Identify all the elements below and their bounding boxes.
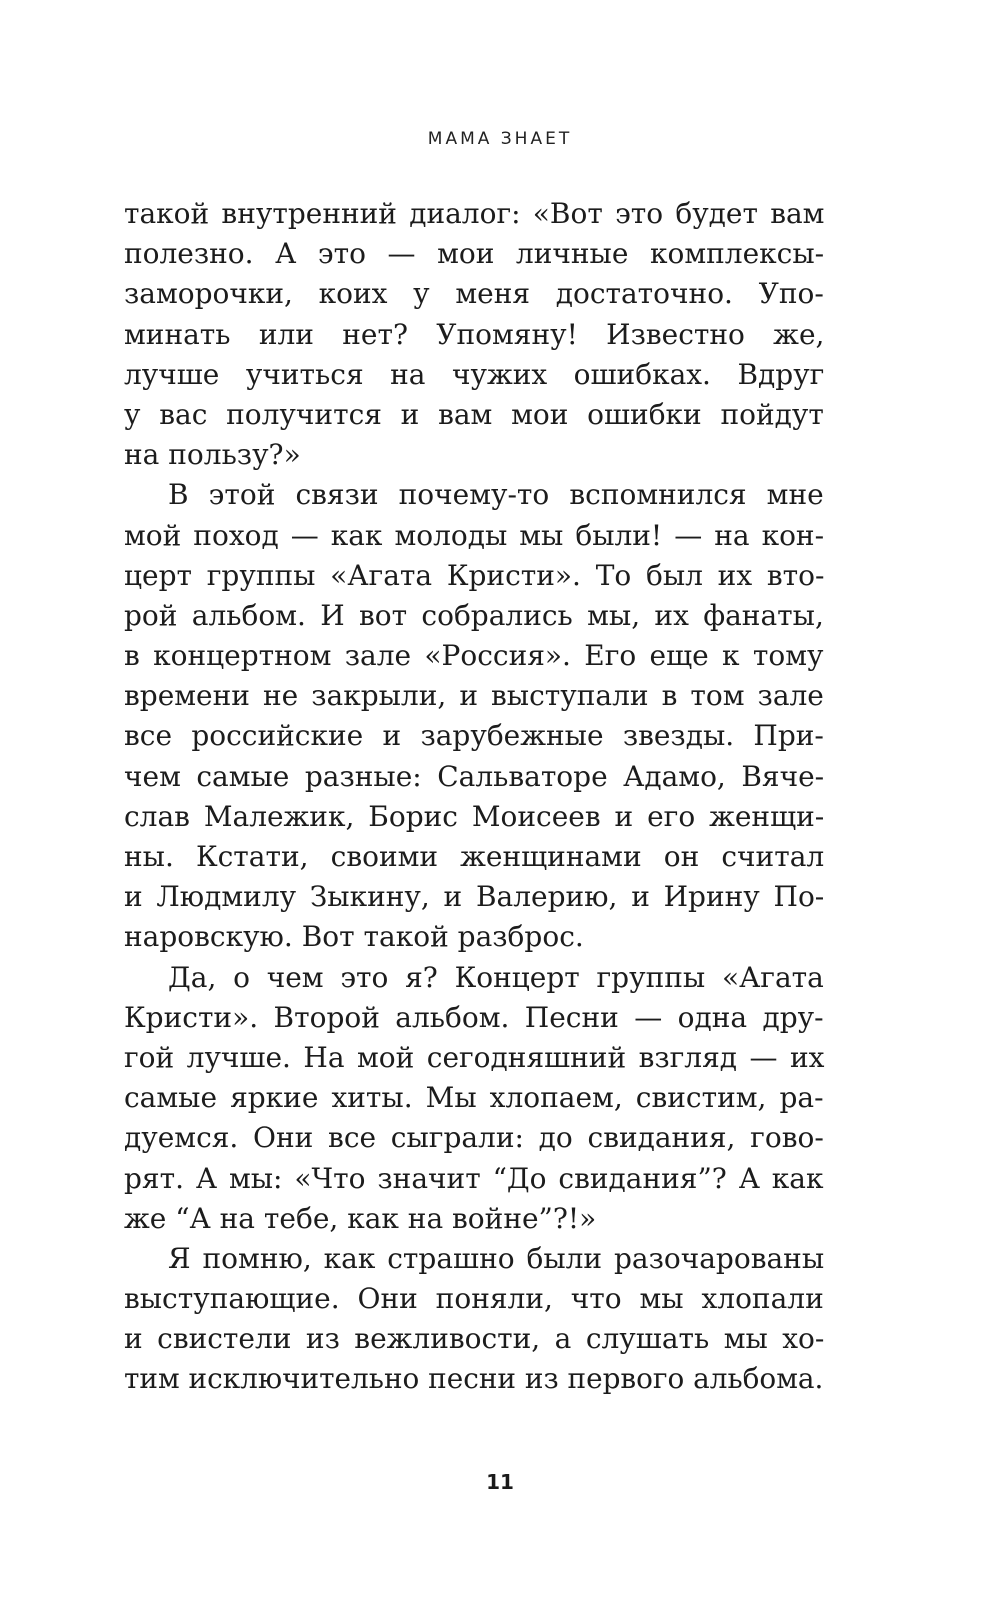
text-line: времени не закрыли, и выступали в том зале: [124, 679, 824, 713]
text-line: ны. Кстати, своими женщинами он считал: [124, 840, 825, 873]
text-line: на пользу?»: [124, 438, 301, 472]
text-line: самые яркие хиты. Мы хлопаем, свистим, ра-: [124, 1081, 824, 1115]
text-line: в концертном зале «Россия». Его еще к тому: [124, 639, 824, 673]
text-line: Кристи». Второй альбом. Песни — одна дру-: [124, 1000, 824, 1034]
body-text: [124, 194, 824, 1400]
text-line: церт группы «Агата Кристи». То был их вто-: [124, 558, 825, 592]
text-line: такой внутренний диалог: «Вот это будет вам: [124, 197, 825, 230]
text-line: слав Малежик, Борис Моисеев и его женщи-: [124, 799, 825, 833]
text-line: и свистели из вежливости, а слушать мы хо-: [124, 1322, 825, 1356]
text-line: наровскую. Вот такой разброс.: [124, 920, 584, 954]
text-line: чем самые разные: Сальваторе Адамо, Вяче-: [124, 759, 825, 793]
text-line: минать или нет? Упомяну! Известно же,: [124, 317, 825, 351]
text-line: полезно. А это — мои личные комплексы-: [124, 237, 825, 271]
text-line: гой лучше. На мой сегодняшний взгляд — их: [124, 1040, 825, 1074]
text-line: рят. А мы: «Что значит “До свидания”? А как: [124, 1161, 824, 1195]
page-number: 11: [486, 1470, 514, 1494]
text-line: рой альбом. И вот собрались мы, их фанаты,: [124, 598, 824, 632]
text-line: у вас получится и вам мои ошибки пойдут: [124, 397, 824, 431]
running-head: МАМА ЗНАЕТ: [427, 129, 573, 149]
text-line: дуемся. Они все сыграли: до свидания, гово-: [124, 1121, 824, 1155]
text-line: лучше учиться на чужих ошибках. Вдруг: [124, 357, 825, 391]
text-line: выступающие. Они поняли, что мы хлопали: [124, 1282, 824, 1316]
text-line: все российские и зарубежные звезды. При-: [124, 719, 824, 753]
text-line: Я помню, как страшно были разочарованы: [168, 1241, 825, 1275]
text-line: и Людмилу Зыкину, и Валерию, и Ирину По-: [124, 880, 825, 914]
text-line: Да, о чем это я? Концерт группы «Агата: [168, 960, 824, 994]
text-line: тим исключительно песни из первого альбома.: [124, 1362, 824, 1396]
text-line: же “А на тебе, как на войне”?!»: [124, 1201, 597, 1235]
text-line: В этой связи почему-то вспомнился мне: [168, 478, 824, 512]
text-line: заморочки, коих у меня достаточно. Упо-: [124, 277, 824, 311]
text-line: мой поход — как молоды мы были! — на кон-: [124, 518, 825, 552]
